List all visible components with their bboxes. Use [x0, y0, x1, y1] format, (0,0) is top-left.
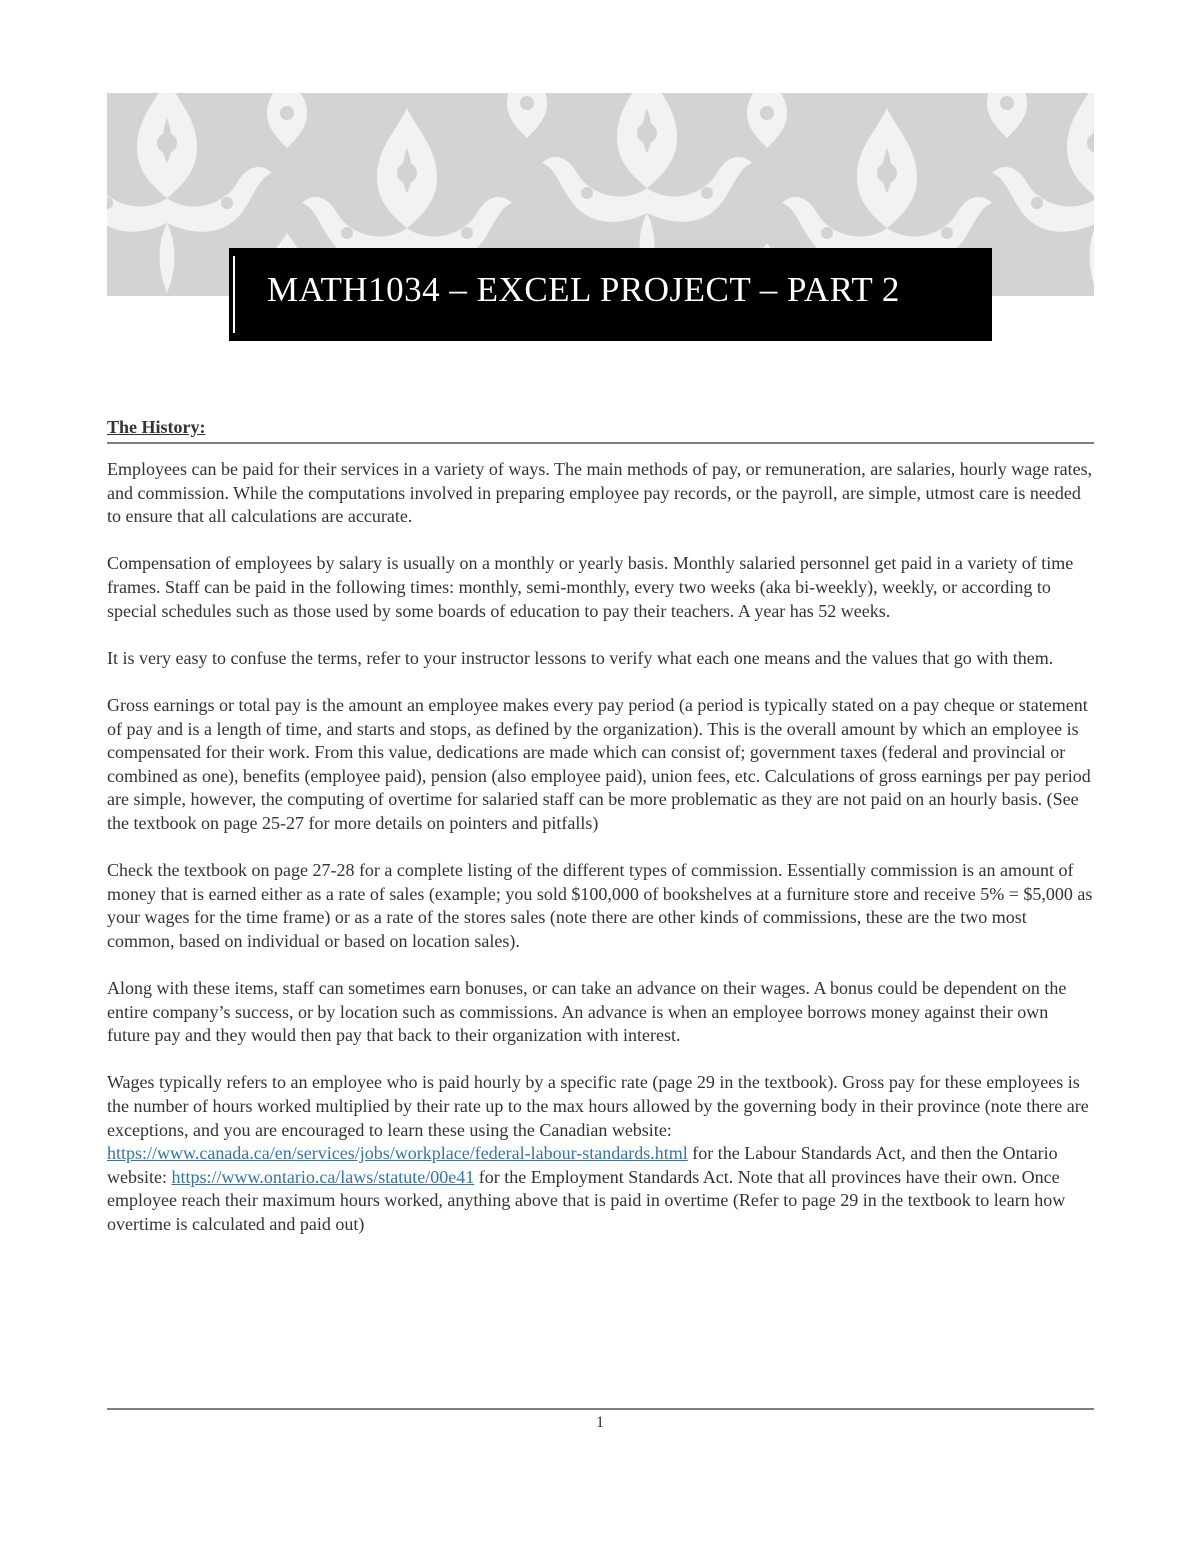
- canada-labour-standards-link[interactable]: https://www.canada.ca/en/services/jobs/workplace/federal-labour-standards.html: [107, 1143, 688, 1164]
- wages-text-3: for the Employment Standards Act. Note that all provinces have their own. Once employee reach their maximum hours worked, anything above that is paid in overtime (Refer to page 29 in the textbook to learn how overtime is calculated and paid out): [107, 1166, 1066, 1234]
- page-number: 1: [596, 1414, 604, 1431]
- paragraph-wages: [107, 1071, 1094, 1236]
- paragraph-terms: It is very easy to confuse the terms, refer to your instructor lessons to verify what each one means and the values that go with them.: [107, 647, 1054, 668]
- ontario-statute-link[interactable]: https://www.ontario.ca/laws/statute/00e41: [171, 1166, 475, 1187]
- title-box: [229, 248, 992, 341]
- title-accent-bar: [233, 256, 235, 333]
- paragraph-salary: Compensation of employees by salary is usually on a monthly or yearly basis. Monthly salaried personnel get paid in a variety of time frames. Staff can be paid in the following times: monthly, semi-monthly, every two weeks (aka bi-weekly), weekly, or according to special schedules such as those used by some boards of education to pay their teachers. A year has 52 weeks.: [107, 553, 1074, 621]
- paragraph-gross-earnings: Gross earnings or total pay is the amount an employee makes every pay period (a period is typically stated on a pay cheque or statement of pay and is a length of time, and starts and stops, as defined by the organization). This is the overall amount by which an employee is compensated for their work. From this value, dedications are made which can consist of; government taxes (federal and provincial or combined as one), benefits (employee paid), pension (also employee paid), union fees, etc. Calculations of gross earnings per pay period are simple, however, the computing of overtime for salaried staff can be more problematic as they are not paid on an hourly basis. (See the textbook on page 25-27 for more details on pointers and pitfalls): [107, 694, 1091, 833]
- paragraph-bonuses: Along with these items, staff can sometimes earn bonuses, or can take an advance on their wages. A bonus could be dependent on the entire company’s success, or by location such as commissions. An advance is when an employee borrows money against their own future pay and they would then pay that back to their organization with interest.: [107, 978, 1067, 1046]
- heading-rule: [107, 442, 1094, 444]
- document-body: [107, 414, 1094, 1260]
- wages-text-2: for the Labour Standards Act, and then the Ontario website:: [107, 1143, 1058, 1187]
- paragraph-remuneration: Employees can be paid for their services in a variety of ways. The main methods of pay, or remuneration, are salaries, hourly wage rates, and commission. While the computations involved in preparing employee pay records, or the payroll, are simple, utmost care is needed to ensure that all calculations are accurate.: [107, 459, 1093, 527]
- section-heading: The History:: [107, 417, 206, 437]
- paragraph-commission: Check the textbook on page 27-28 for a complete listing of the different types of commission. Essentially commission is an amount of money that is earned either as a rate of sales (example; you sold $100,000 of bookshelves at a furniture store and receive 5% = $5,000 as your wages for the time frame) or as a rate of the stores sales (note there are other kinds of commissions, these are the two most common, based on individual or based on location sales).: [107, 860, 1093, 951]
- footer-rule: [107, 1408, 1094, 1410]
- page-title: MATH1034 – EXCEL PROJECT – PART 2: [267, 270, 900, 309]
- wages-text-1: Wages typically refers to an employee who is paid hourly by a specific rate (page 29 in the textbook). Gross pay for these employees is the number of hours worked multiplied by their rate up to the max hours allowed by the governing body in their province (note there are exceptions, and you are encouraged to learn these using the Canadian website:: [107, 1072, 1089, 1140]
